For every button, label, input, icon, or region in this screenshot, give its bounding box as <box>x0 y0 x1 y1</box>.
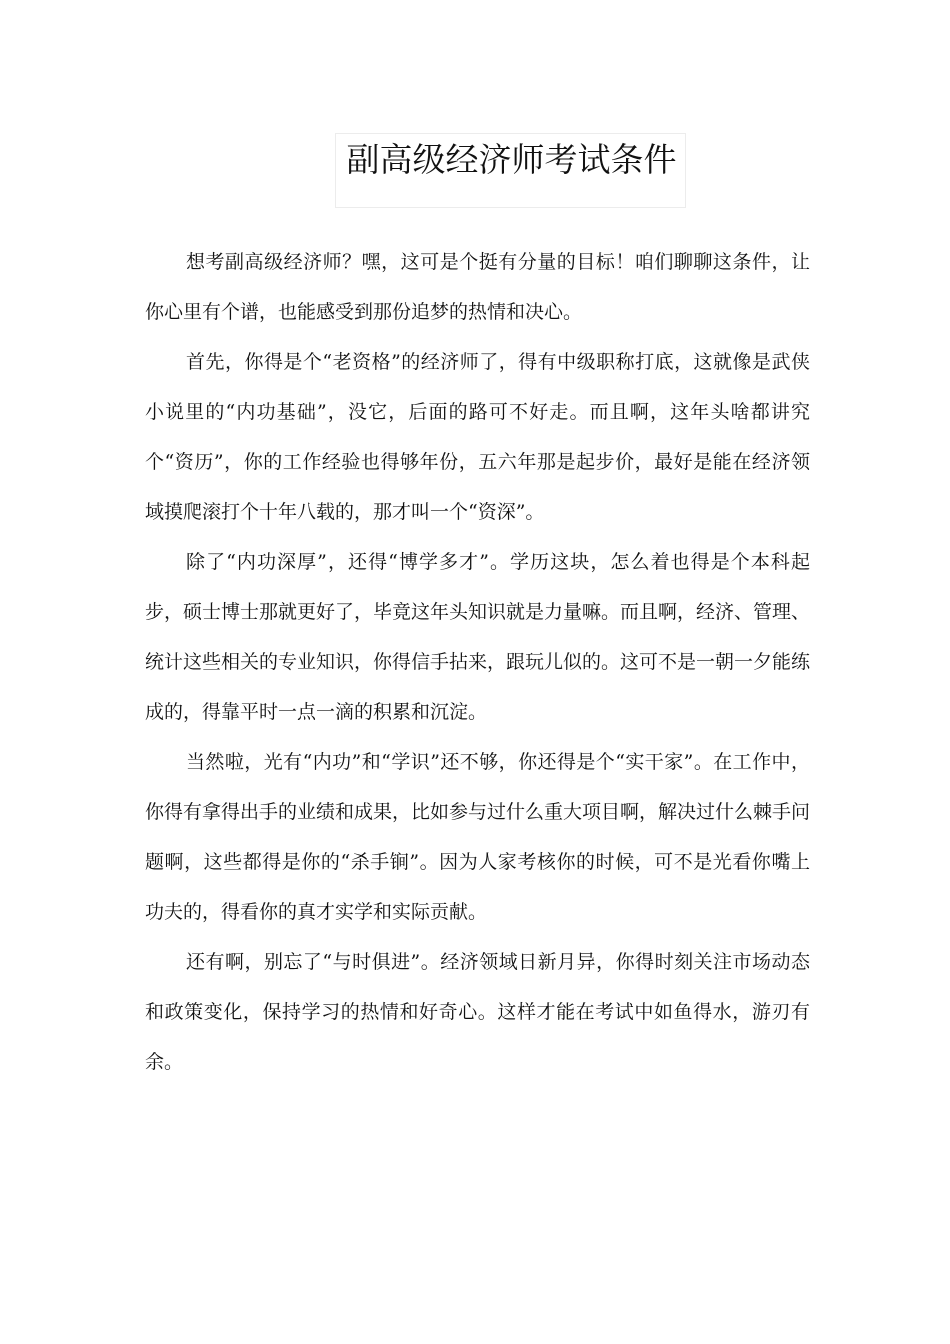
document-body <box>145 237 810 1087</box>
paragraph-intro: 想考副高级经济师？嘿，这可是个挺有分量的目标！咱们聊聊这条件，让你心里有个谱，也能感受到那份追梦的热情和决心。 <box>145 251 810 323</box>
document-title: 副高级经济师考试条件 <box>346 140 677 179</box>
paragraph-keep-learning: 还有啊，别忘了“与时俱进”。经济领域日新月异，你得时刻关注市场动态和政策变化，保持学习的热情和好奇心。这样才能在考试中如鱼得水，游刃有余。 <box>145 951 810 1073</box>
paragraph-achievements: 当然啦，光有“内功”和“学识”还不够，你还得是个“实干家”。在工作中，你得有拿得出手的业绩和成果，比如参与过什么重大项目啊，解决过什么棘手问题啊，这些都得是你的“杀手锏”。因为人家考核你的时候，可不是光看你嘴上功夫的，得看你的真才实学和实际贡献。 <box>145 751 811 923</box>
paragraph-education: 除了“内功深厚”，还得“博学多才”。学历这块，怎么着也得是个本科起步，硕士博士那就更好了，毕竟这年头知识就是力量嘛。而且啊，经济、管理、统计这些相关的专业知识，你得信手拈来，跟玩儿似的。这可不是一朝一夕能练成的，得靠平时一点一滴的积累和沉淀。 <box>145 551 811 723</box>
paragraph-qualification: 首先，你得是个“老资格”的经济师了，得有中级职称打底，这就像是武侠小说里的“内功基础”，没它，后面的路可不好走。而且啊，这年头啥都讲究个“资历”，你的工作经验也得够年份，五六年那是起步价，最好是能在经济领域摸爬滚打个十年八载的，那才叫一个“资深”。 <box>145 351 810 523</box>
title-box <box>335 133 686 208</box>
